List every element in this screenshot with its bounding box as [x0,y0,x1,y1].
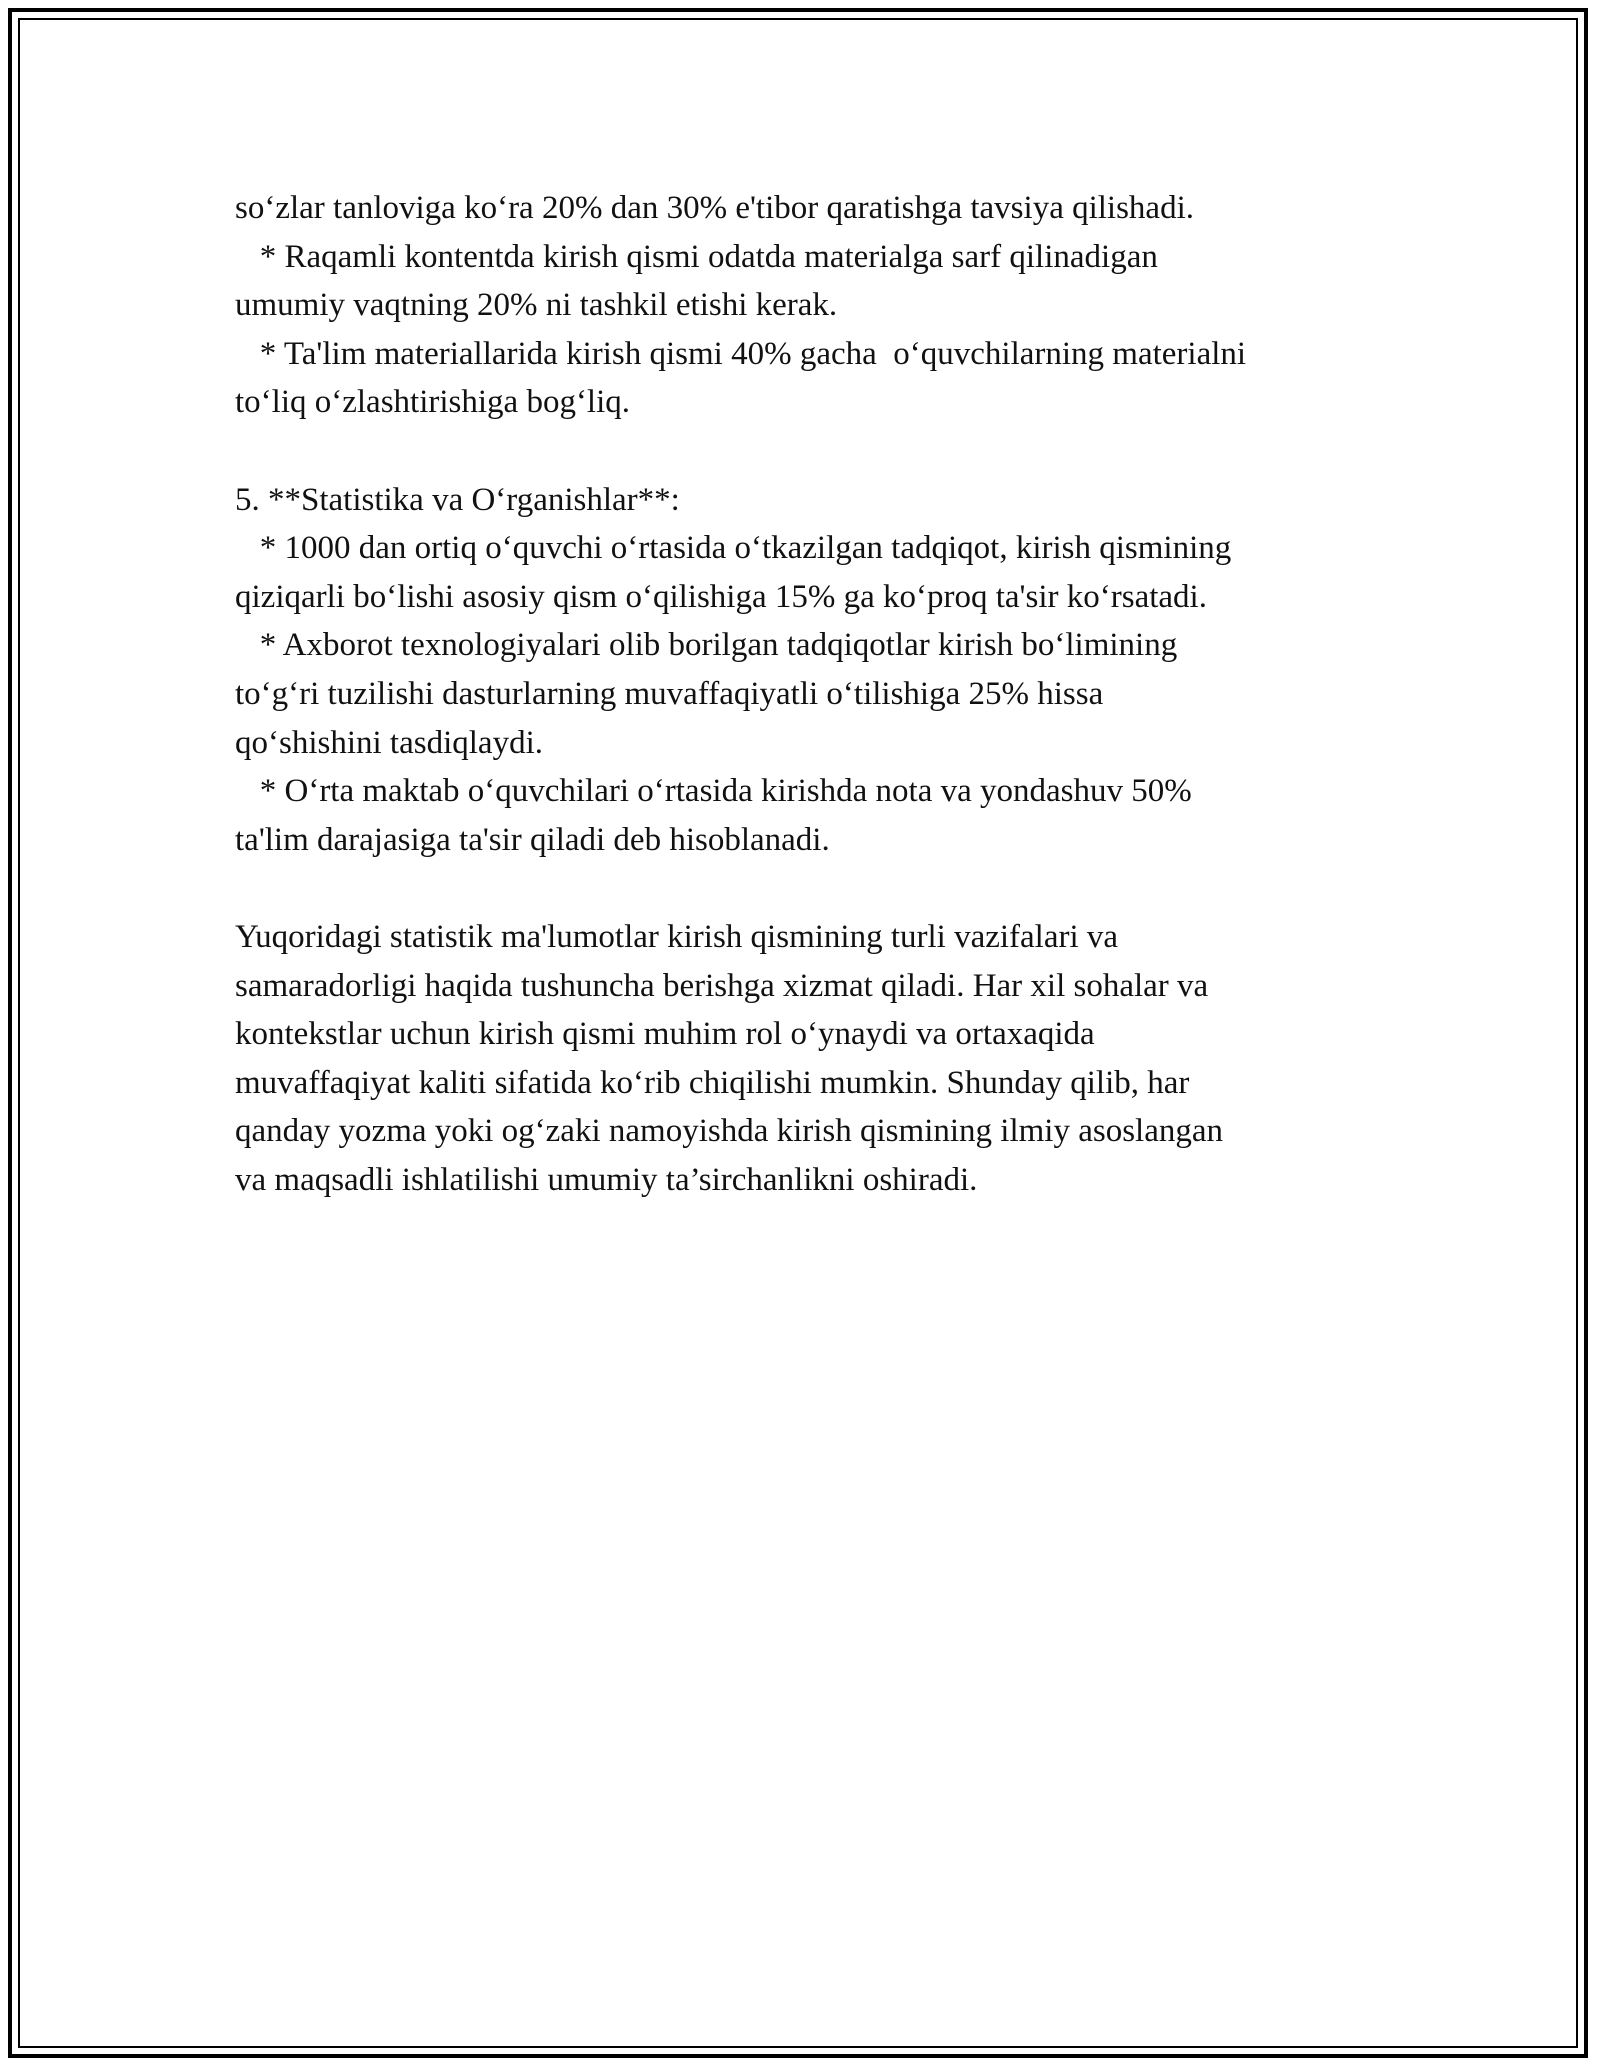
paragraph-recommendations [235,184,1385,427]
text-line: qo‘shishini tasdiqlaydi. [235,724,543,761]
paragraph-spacer [235,864,1385,913]
text-line: * Ta'lim materiallarida kirish qismi 40% gacha o‘quvchilarning materialni [235,335,1247,372]
text-line: Yuqoridagi statistik ma'lumotlar kirish qismining turli vazifalari va [235,918,1119,955]
text-line: * Raqamli kontentda kirish qismi odatda materialga sarf qilinadigan [235,238,1158,275]
text-line: qanday yozma yoki og‘zaki namoyishda kirish qismining ilmiy asoslangan [235,1113,1224,1150]
text-line: kontekstlar uchun kirish qismi muhim rol o‘ynaydi va ortaxaqida [235,1016,1095,1053]
text-line: va maqsadli ishlatilishi umumiy ta’sirchanlikni oshiradi. [235,1161,978,1198]
text-line: qiziqarli bo‘lishi asosiy qism o‘qilishiga 15% ga ko‘proq ta'sir ko‘rsatadi. [235,578,1207,615]
text-line: to‘g‘ri tuzilishi dasturlarning muvaffaqiyatli o‘tilishiga 25% hissa [235,675,1104,712]
section-statistics [235,476,1385,865]
text-line: samaradorligi haqida tushuncha berishga xizmat qiladi. Har xil sohalar va [235,967,1209,1004]
text-line: muvaffaqiyat kaliti sifatida ko‘rib chiqilishi mumkin. Shunday qilib, har [235,1064,1190,1101]
text-line: so‘zlar tanloviga ko‘ra 20% dan 30% e'tibor qaratishga tavsiya qilishadi. [235,190,1194,226]
text-line: ta'lim darajasiga ta'sir qiladi deb hisoblanadi. [235,821,830,858]
section-heading: 5. **Statistika va O‘rganishlar**: [235,481,680,518]
text-line: umumiy vaqtning 20% ni tashkil etishi kerak. [235,287,838,324]
text-line: * Axborot texnologiyalari olib borilgan tadqiqotlar kirish bo‘limining [235,627,1178,664]
text-line: * 1000 dan ortiq o‘quvchi o‘rtasida o‘tkazilgan tadqiqot, kirish qismining [235,530,1232,567]
text-line: to‘liq o‘zlashtirishiga bog‘liq. [235,384,631,421]
paragraph-spacer [235,427,1385,476]
document-body [235,184,1385,1204]
text-line: * O‘rta maktab o‘quvchilari o‘rtasida kirishda nota va yondashuv 50% [235,773,1192,810]
paragraph-conclusion [235,913,1385,1205]
